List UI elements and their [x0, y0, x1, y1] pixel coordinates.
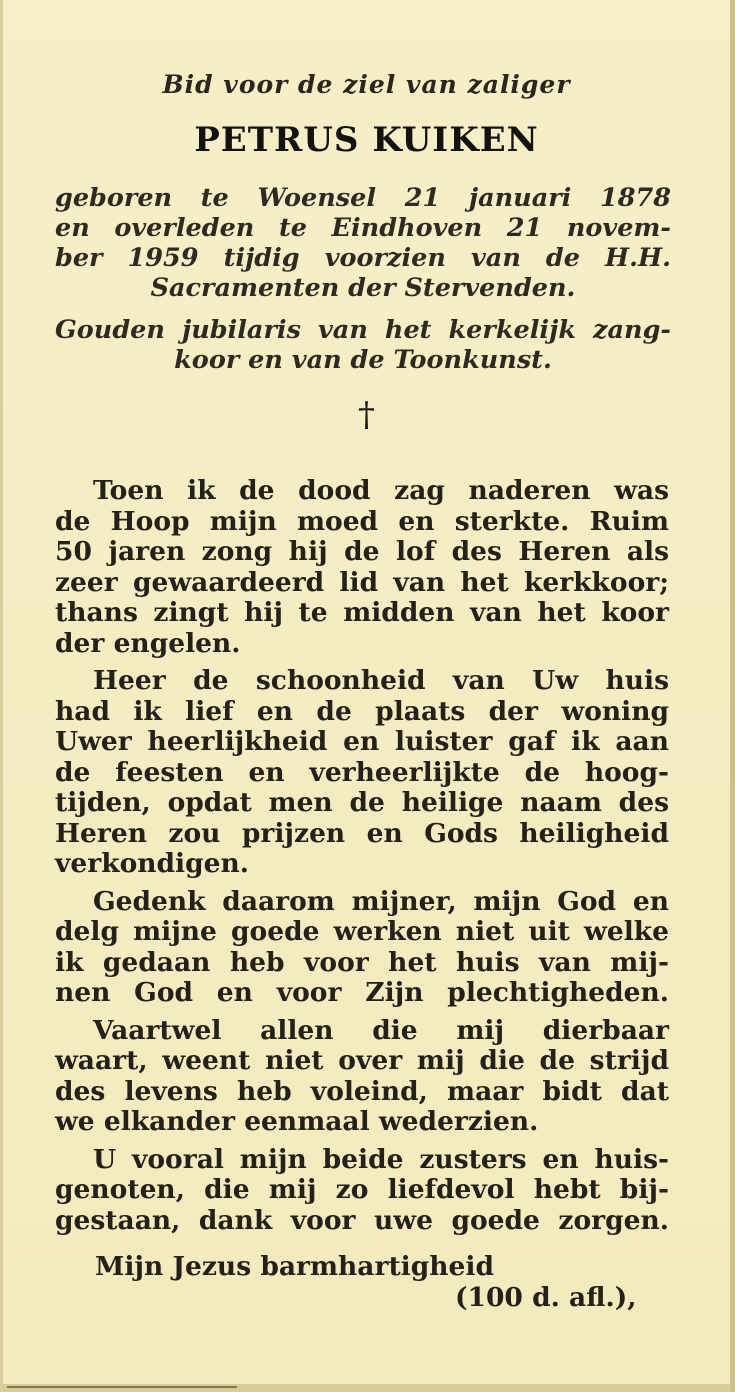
text-line: thans zingt hij te midden van het koor: [55, 597, 669, 628]
biography: [55, 183, 671, 303]
text-line: 50 jaren zong hij de lof des Heren als: [55, 536, 669, 567]
text-line: genoten, die mij zo liefdevol hebt bij-: [55, 1174, 669, 1205]
card-edge-line: [7, 1386, 237, 1388]
text-line: Uwer heerlijkheid en luister gaf ik aan: [55, 726, 669, 757]
text-line: gestaan, dank voor uwe goede zorgen.: [55, 1204, 669, 1236]
text-line: had ik lief en de plaats der woning: [55, 695, 669, 727]
text-line: tijden, opdat men de heilige naam des: [55, 787, 669, 818]
bio-line: geboren te Woensel 21 januari 1878: [55, 183, 671, 213]
text-line: zeer gewaardeerd lid van het kerkkoor;: [55, 566, 669, 598]
text-line: ik gedaan heb voor het huis van mij-: [55, 946, 669, 978]
text-line: de feesten en verheerlijkte de hoog-: [55, 756, 669, 788]
paragraph-1: [55, 476, 669, 659]
text-line: Heren zou prijzen en Gods heiligheid: [55, 817, 669, 849]
bio-line: Sacramenten der Stervenden.: [150, 273, 576, 303]
text-line: Vaartwel allen die mij dierbaar: [93, 1014, 669, 1046]
text-line: Toen ik de dood zag naderen was: [93, 475, 669, 506]
paragraph-3: [55, 887, 669, 1009]
text-line: we elkander eenmaal wederzien.: [55, 1106, 539, 1137]
text-line: de Hoop mijn moed en sterkte. Ruim: [55, 505, 669, 537]
paragraph-4: [55, 1016, 669, 1138]
deceased-name: PETRUS KUIKEN: [194, 120, 539, 160]
text-line: des levens heb voleind, maar bidt dat: [55, 1075, 669, 1107]
paragraph-2: [55, 666, 669, 880]
text-line: verkondigen.: [55, 848, 250, 879]
closing-prayer: Mijn Jezus barmhartigheid: [95, 1251, 495, 1282]
text-line: Gedenk daarom mijner, mijn God en: [93, 885, 669, 917]
text-line: nen God en voor Zijn plechtigheden.: [55, 977, 669, 1008]
jubilee-line: koor en van de Toonkunst.: [174, 345, 552, 375]
indulgence-note: (100 d. afl.),: [455, 1282, 637, 1313]
jubilee-line: Gouden jubilaris van het kerkelijk zang-: [55, 315, 671, 345]
text-line: Heer de schoonheid van Uw huis: [93, 665, 669, 696]
cross-symbol: †: [358, 395, 375, 435]
jubilee-note: [55, 315, 671, 375]
prayer-text: [55, 476, 669, 1243]
text-line: U vooral mijn beide zusters en huis-: [93, 1143, 669, 1175]
text-line: waart, weent niet over mij die de strijd: [55, 1045, 669, 1076]
intro-line: Bid voor de ziel van zaliger: [162, 70, 571, 99]
text-line: delg mijne goede werken niet uit welke: [55, 916, 669, 947]
bio-line: ber 1959 tijdig voorzien van de H.H.: [55, 243, 671, 273]
text-line: der engelen.: [55, 627, 241, 659]
paragraph-5: [55, 1145, 669, 1237]
bio-line: en overleden te Eindhoven 21 novem-: [55, 213, 671, 243]
